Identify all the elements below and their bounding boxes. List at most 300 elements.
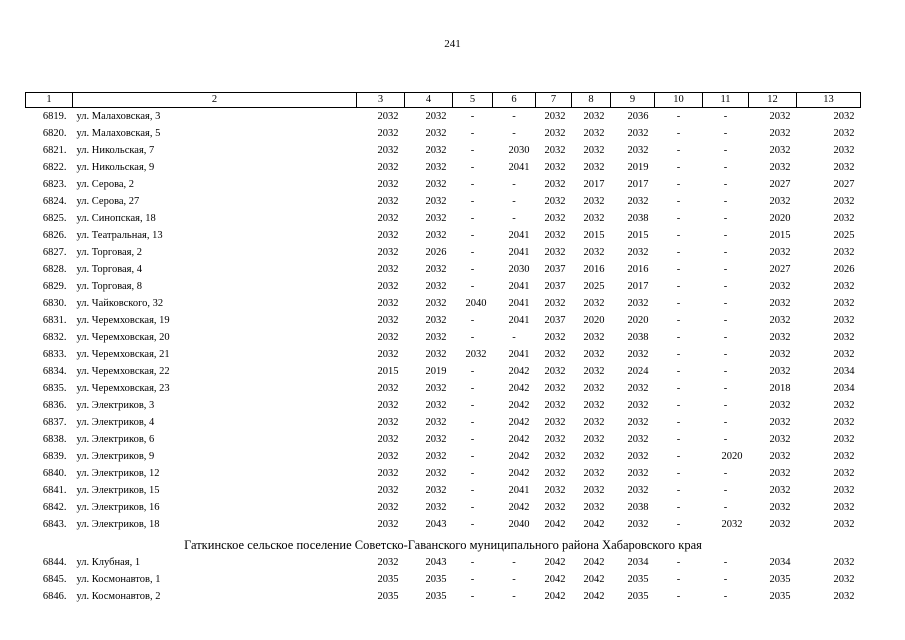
year-cell: - xyxy=(723,467,728,479)
year-cell: 2032 xyxy=(627,382,649,394)
year-cell: 2041 xyxy=(508,229,530,241)
table-row xyxy=(26,554,861,571)
table-row xyxy=(26,431,861,448)
address-cell: ул. Синопская, 18 xyxy=(76,212,156,224)
year-cell: 2042 xyxy=(508,450,530,462)
year-cell: - xyxy=(512,573,516,585)
year-cell: 2032 xyxy=(425,382,447,394)
year-cell: 2042 xyxy=(583,590,605,602)
year-cell: 2042 xyxy=(508,467,530,479)
year-cell: 2015 xyxy=(377,365,399,377)
year-cell: 2032 xyxy=(544,178,566,190)
row-number-cell: 6837. xyxy=(42,416,67,428)
year-cell: 2032 xyxy=(583,297,605,309)
year-cell: - xyxy=(723,314,728,326)
year-cell: 2026 xyxy=(833,263,855,275)
year-cell: 2043 xyxy=(425,556,447,568)
year-cell: 2015 xyxy=(583,229,605,241)
year-cell: 2042 xyxy=(583,556,605,568)
row-number-cell: 6825. xyxy=(42,212,67,224)
year-cell: 2032 xyxy=(769,314,791,326)
year-cell: - xyxy=(676,127,681,139)
year-cell: 2034 xyxy=(833,382,855,394)
year-cell: - xyxy=(723,297,728,309)
year-cell: 2032 xyxy=(377,212,399,224)
year-cell: 2032 xyxy=(425,229,447,241)
year-cell: 2032 xyxy=(769,501,791,513)
year-cell: 2032 xyxy=(544,382,566,394)
year-cell: - xyxy=(723,382,728,394)
year-cell: 2032 xyxy=(425,331,447,343)
year-cell: 2042 xyxy=(544,518,566,530)
year-cell: 2032 xyxy=(377,382,399,394)
year-cell: 2032 xyxy=(377,229,399,241)
year-cell: 2017 xyxy=(627,178,649,190)
address-cell: ул. Черемховская, 23 xyxy=(76,382,170,394)
year-cell: - xyxy=(723,433,728,445)
year-cell: 2042 xyxy=(508,382,530,394)
year-cell: 2042 xyxy=(508,365,530,377)
year-cell: - xyxy=(676,467,681,479)
year-cell: 2032 xyxy=(544,246,566,258)
year-cell: - xyxy=(512,195,516,207)
year-cell: 2032 xyxy=(377,144,399,156)
address-cell: ул. Театральная, 13 xyxy=(76,229,163,241)
table-row xyxy=(26,482,861,499)
year-cell: 2041 xyxy=(508,161,530,173)
table-row xyxy=(26,380,861,397)
year-cell: 2019 xyxy=(425,365,447,377)
year-cell: 2032 xyxy=(544,331,566,343)
year-cell: 2032 xyxy=(769,484,791,496)
year-cell: 2032 xyxy=(425,195,447,207)
year-cell: 2032 xyxy=(544,229,566,241)
year-cell: 2016 xyxy=(627,263,649,275)
year-cell: 2032 xyxy=(627,399,649,411)
year-cell: 2032 xyxy=(544,467,566,479)
year-cell: 2032 xyxy=(425,161,447,173)
column-header: 1 xyxy=(26,93,73,108)
year-cell: 2032 xyxy=(769,331,791,343)
year-cell: 2032 xyxy=(583,110,605,122)
row-number-cell: 6820. xyxy=(42,127,67,139)
year-cell: 2032 xyxy=(425,501,447,513)
year-cell: 2032 xyxy=(833,450,855,462)
year-cell: 2038 xyxy=(627,212,649,224)
year-cell: 2041 xyxy=(508,297,530,309)
table-body xyxy=(26,108,861,606)
year-cell: 2032 xyxy=(583,433,605,445)
year-cell: - xyxy=(723,144,728,156)
year-cell: 2032 xyxy=(769,416,791,428)
year-cell: - xyxy=(723,195,728,207)
year-cell: - xyxy=(470,382,475,394)
address-cell: ул. Черемховская, 19 xyxy=(76,314,170,326)
row-number-cell: 6836. xyxy=(42,399,67,411)
row-number-cell: 6834. xyxy=(42,365,67,377)
year-cell: 2032 xyxy=(583,127,605,139)
year-cell: 2041 xyxy=(508,348,530,360)
year-cell: - xyxy=(470,110,475,122)
year-cell: - xyxy=(676,144,681,156)
year-cell: 2037 xyxy=(544,280,566,292)
column-header: 12 xyxy=(749,93,797,108)
year-cell: 2041 xyxy=(508,484,530,496)
year-cell: 2032 xyxy=(833,484,855,496)
row-number-cell: 6832. xyxy=(42,331,67,343)
year-cell: - xyxy=(470,178,475,190)
address-cell: ул. Электриков, 3 xyxy=(76,399,155,411)
address-cell: ул. Клубная, 1 xyxy=(76,556,141,568)
year-cell: 2032 xyxy=(627,127,649,139)
year-cell: - xyxy=(470,144,475,156)
address-cell: ул. Черемховская, 20 xyxy=(76,331,170,343)
year-cell: - xyxy=(723,348,728,360)
year-cell: - xyxy=(676,263,681,275)
year-cell: 2032 xyxy=(544,127,566,139)
year-cell: 2032 xyxy=(833,195,855,207)
address-cell: ул. Черемховская, 22 xyxy=(76,365,170,377)
address-cell: ул. Никольская, 7 xyxy=(76,144,155,156)
year-cell: - xyxy=(676,229,681,241)
row-number-cell: 6843. xyxy=(42,518,67,530)
year-cell: 2032 xyxy=(544,110,566,122)
table-row xyxy=(26,465,861,482)
column-header: 13 xyxy=(797,93,861,108)
year-cell: - xyxy=(470,573,475,585)
year-cell: 2032 xyxy=(583,144,605,156)
year-cell: 2032 xyxy=(377,161,399,173)
row-number-cell: 6821. xyxy=(42,144,67,156)
year-cell: - xyxy=(676,484,681,496)
year-cell: 2026 xyxy=(425,246,447,258)
year-cell: - xyxy=(676,280,681,292)
year-cell: - xyxy=(470,450,475,462)
year-cell: 2042 xyxy=(508,501,530,513)
year-cell: 2034 xyxy=(833,365,855,377)
address-cell: ул. Электриков, 18 xyxy=(76,518,160,530)
table-row xyxy=(26,329,861,346)
year-cell: - xyxy=(723,590,728,602)
year-cell: 2035 xyxy=(425,590,447,602)
year-cell: 2015 xyxy=(769,229,791,241)
year-cell: 2020 xyxy=(583,314,605,326)
year-cell: 2032 xyxy=(544,450,566,462)
year-cell: 2037 xyxy=(544,314,566,326)
year-cell: 2032 xyxy=(544,365,566,377)
year-cell: - xyxy=(676,573,681,585)
year-cell: - xyxy=(512,556,516,568)
table-row xyxy=(26,346,861,363)
year-cell: 2032 xyxy=(583,331,605,343)
year-cell: 2032 xyxy=(769,246,791,258)
table-row xyxy=(26,448,861,465)
year-cell: 2032 xyxy=(833,556,855,568)
year-cell: 2032 xyxy=(627,433,649,445)
year-cell: 2032 xyxy=(583,416,605,428)
year-cell: 2032 xyxy=(544,195,566,207)
row-number-cell: 6819. xyxy=(42,110,67,122)
year-cell: 2032 xyxy=(833,212,855,224)
year-cell: - xyxy=(723,263,728,275)
year-cell: - xyxy=(512,127,516,139)
year-cell: - xyxy=(723,416,728,428)
table-row xyxy=(26,125,861,142)
year-cell: - xyxy=(723,331,728,343)
row-number-cell: 6844. xyxy=(42,556,67,568)
row-number-cell: 6842. xyxy=(42,501,67,513)
year-cell: 2032 xyxy=(769,467,791,479)
year-cell: 2032 xyxy=(627,450,649,462)
year-cell: - xyxy=(470,314,475,326)
row-number-cell: 6824. xyxy=(42,195,67,207)
section-title: Гаткинское сельское поселение Советско-Гаванского муниципального района Хабаровского края xyxy=(184,537,702,552)
year-cell: 2018 xyxy=(769,382,791,394)
year-cell: 2032 xyxy=(544,212,566,224)
year-cell: 2032 xyxy=(769,433,791,445)
year-cell: 2032 xyxy=(377,450,399,462)
row-number-cell: 6831. xyxy=(42,314,67,326)
row-number-cell: 6841. xyxy=(42,484,67,496)
year-cell: 2032 xyxy=(377,501,399,513)
address-cell: ул. Черемховская, 21 xyxy=(76,348,170,360)
year-cell: 2032 xyxy=(377,348,399,360)
year-cell: 2032 xyxy=(627,297,649,309)
column-header: 8 xyxy=(572,93,611,108)
address-cell: ул. Электриков, 4 xyxy=(76,416,155,428)
year-cell: - xyxy=(470,399,475,411)
year-cell: 2032 xyxy=(627,246,649,258)
table-row xyxy=(26,227,861,244)
year-cell: - xyxy=(470,416,475,428)
year-cell: 2032 xyxy=(833,573,855,585)
year-cell: - xyxy=(676,178,681,190)
year-cell: 2041 xyxy=(508,280,530,292)
year-cell: - xyxy=(470,518,475,530)
year-cell: 2032 xyxy=(583,484,605,496)
table-row xyxy=(26,142,861,159)
column-header: 3 xyxy=(357,93,405,108)
table-row xyxy=(26,414,861,431)
year-cell: - xyxy=(470,195,475,207)
address-cell: ул. Никольская, 9 xyxy=(76,161,155,173)
year-cell: 2032 xyxy=(833,518,855,530)
year-cell: 2041 xyxy=(508,314,530,326)
year-cell: - xyxy=(723,127,728,139)
year-cell: 2027 xyxy=(769,263,791,275)
year-cell: 2032 xyxy=(377,297,399,309)
row-number-cell: 6833. xyxy=(42,348,67,360)
year-cell: 2034 xyxy=(769,556,791,568)
year-cell: 2032 xyxy=(583,348,605,360)
year-cell: - xyxy=(470,590,475,602)
year-cell: 2032 xyxy=(769,450,791,462)
year-cell: 2032 xyxy=(769,195,791,207)
year-cell: 2032 xyxy=(425,297,447,309)
table-row xyxy=(26,397,861,414)
year-cell: - xyxy=(512,331,516,343)
year-cell: - xyxy=(723,161,728,173)
year-cell: 2032 xyxy=(833,501,855,513)
year-cell: 2019 xyxy=(627,161,649,173)
year-cell: 2032 xyxy=(377,416,399,428)
year-cell: - xyxy=(723,484,728,496)
year-cell: - xyxy=(723,229,728,241)
table-row xyxy=(26,159,861,176)
year-cell: - xyxy=(512,110,516,122)
year-cell: 2032 xyxy=(833,590,855,602)
year-cell: - xyxy=(676,314,681,326)
year-cell: 2032 xyxy=(465,348,487,360)
table-row xyxy=(26,176,861,193)
year-cell: 2032 xyxy=(833,297,855,309)
column-header: 2 xyxy=(73,93,357,108)
year-cell: 2032 xyxy=(627,195,649,207)
year-cell: 2032 xyxy=(833,331,855,343)
address-cell: ул. Малаховская, 3 xyxy=(76,110,161,122)
year-cell: 2027 xyxy=(769,178,791,190)
year-cell: - xyxy=(512,212,516,224)
row-number-cell: 6828. xyxy=(42,263,67,275)
column-header: 4 xyxy=(405,93,453,108)
year-cell: 2032 xyxy=(769,127,791,139)
year-cell: 2032 xyxy=(583,450,605,462)
year-cell: - xyxy=(470,263,475,275)
year-cell: - xyxy=(676,297,681,309)
year-cell: 2032 xyxy=(377,195,399,207)
year-cell: 2032 xyxy=(377,467,399,479)
year-cell: 2032 xyxy=(833,280,855,292)
year-cell: - xyxy=(470,280,475,292)
year-cell: 2025 xyxy=(833,229,855,241)
year-cell: 2040 xyxy=(465,297,487,309)
year-cell: - xyxy=(676,161,681,173)
year-cell: 2032 xyxy=(544,484,566,496)
year-cell: 2032 xyxy=(627,518,649,530)
row-number-cell: 6829. xyxy=(42,280,67,292)
year-cell: 2032 xyxy=(377,110,399,122)
year-cell: 2017 xyxy=(627,280,649,292)
year-cell: 2032 xyxy=(833,161,855,173)
year-cell: - xyxy=(470,246,475,258)
year-cell: 2032 xyxy=(425,484,447,496)
column-header: 5 xyxy=(453,93,493,108)
address-cell: ул. Торговая, 8 xyxy=(76,280,143,292)
year-cell: 2035 xyxy=(627,590,649,602)
table-row xyxy=(26,363,861,380)
year-cell: - xyxy=(676,556,681,568)
year-cell: 2032 xyxy=(377,433,399,445)
year-cell: 2035 xyxy=(425,573,447,585)
year-cell: 2032 xyxy=(377,556,399,568)
year-cell: 2032 xyxy=(425,314,447,326)
table-row xyxy=(26,588,861,605)
row-number-cell: 6845. xyxy=(42,573,67,585)
year-cell: 2041 xyxy=(508,246,530,258)
year-cell: 2042 xyxy=(544,590,566,602)
year-cell: 2032 xyxy=(583,161,605,173)
address-cell: ул. Малаховская, 5 xyxy=(76,127,161,139)
year-cell: 2032 xyxy=(583,212,605,224)
address-cell: ул. Серова, 2 xyxy=(76,178,135,190)
address-cell: ул. Чайковского, 32 xyxy=(76,297,164,309)
table-row xyxy=(26,516,861,533)
year-cell: - xyxy=(470,161,475,173)
year-cell: 2035 xyxy=(627,573,649,585)
year-cell: - xyxy=(676,590,681,602)
year-cell: - xyxy=(723,246,728,258)
table-row xyxy=(26,571,861,588)
year-cell: 2032 xyxy=(544,399,566,411)
year-cell: 2032 xyxy=(583,382,605,394)
year-cell: - xyxy=(470,556,475,568)
year-cell: 2032 xyxy=(425,450,447,462)
year-cell: 2032 xyxy=(583,195,605,207)
year-cell: 2030 xyxy=(508,263,530,275)
year-cell: 2035 xyxy=(377,573,399,585)
year-cell: - xyxy=(676,501,681,513)
data-table xyxy=(25,92,861,605)
year-cell: - xyxy=(723,212,728,224)
year-cell: - xyxy=(676,518,681,530)
year-cell: 2042 xyxy=(508,416,530,428)
row-number-cell: 6839. xyxy=(42,450,67,462)
year-cell: - xyxy=(470,484,475,496)
year-cell: 2032 xyxy=(377,331,399,343)
year-cell: 2024 xyxy=(627,365,649,377)
year-cell: 2032 xyxy=(769,280,791,292)
year-cell: 2015 xyxy=(627,229,649,241)
year-cell: 2032 xyxy=(425,263,447,275)
year-cell: 2032 xyxy=(627,144,649,156)
row-number-cell: 6823. xyxy=(42,178,67,190)
year-cell: 2034 xyxy=(627,556,649,568)
year-cell: - xyxy=(470,331,475,343)
address-cell: ул. Космонавтов, 2 xyxy=(76,590,161,602)
year-cell: 2032 xyxy=(377,518,399,530)
table-row xyxy=(26,312,861,329)
year-cell: 2032 xyxy=(769,348,791,360)
row-number-cell: 6835. xyxy=(42,382,67,394)
year-cell: 2032 xyxy=(583,246,605,258)
year-cell: 2032 xyxy=(769,297,791,309)
year-cell: 2032 xyxy=(544,297,566,309)
year-cell: 2016 xyxy=(583,263,605,275)
address-cell: ул. Торговая, 4 xyxy=(76,263,143,275)
year-cell: - xyxy=(723,110,728,122)
year-cell: - xyxy=(723,365,728,377)
table-row xyxy=(26,278,861,295)
row-number-cell: 6827. xyxy=(42,246,67,258)
year-cell: 2032 xyxy=(833,314,855,326)
address-cell: ул. Космонавтов, 1 xyxy=(76,573,161,585)
row-number-cell: 6830. xyxy=(42,297,67,309)
year-cell: 2032 xyxy=(583,501,605,513)
year-cell: 2035 xyxy=(769,590,791,602)
year-cell: 2020 xyxy=(627,314,649,326)
table-row xyxy=(26,193,861,210)
year-cell: 2032 xyxy=(627,416,649,428)
address-cell: ул. Торговая, 2 xyxy=(76,246,143,258)
year-cell: - xyxy=(470,127,475,139)
year-cell: 2042 xyxy=(508,399,530,411)
year-cell: - xyxy=(470,365,475,377)
table-row xyxy=(26,244,861,261)
row-number-cell: 6846. xyxy=(42,590,67,602)
section-row xyxy=(26,533,861,554)
year-cell: 2032 xyxy=(769,110,791,122)
year-cell: 2032 xyxy=(425,280,447,292)
